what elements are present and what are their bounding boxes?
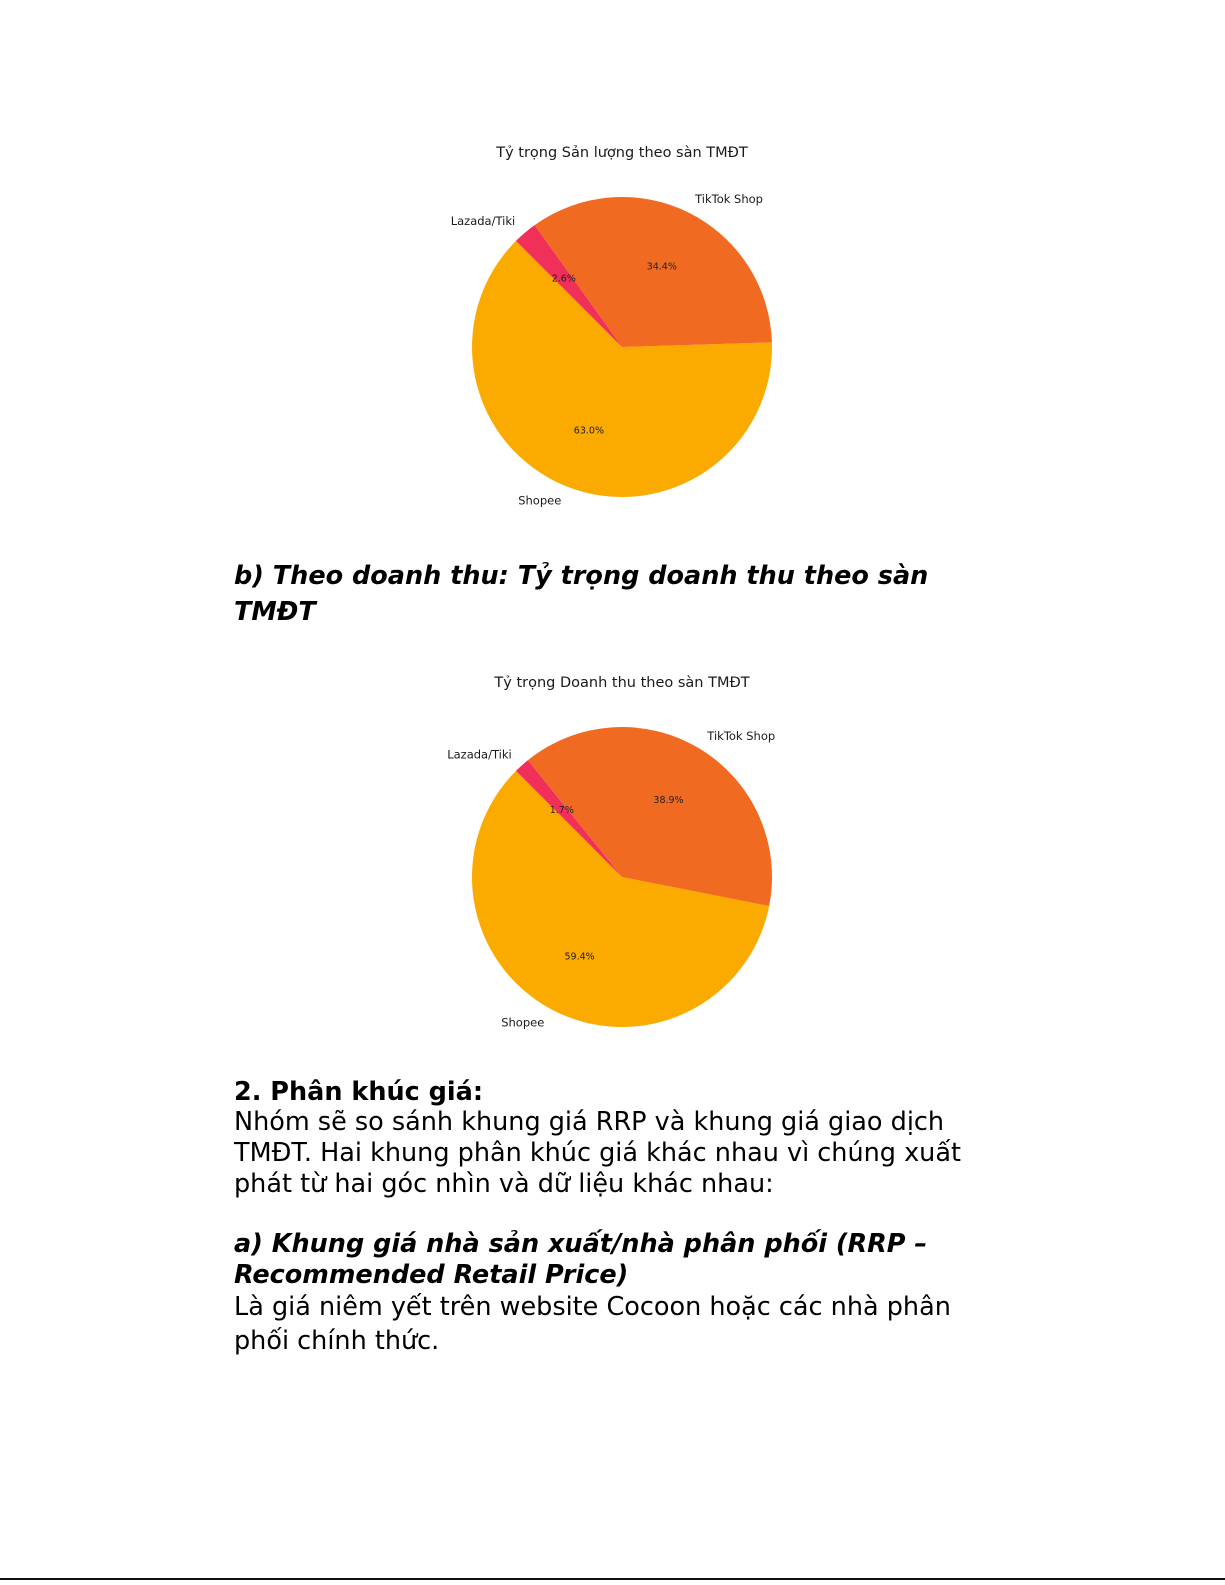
pie-label-tiktok-shop: TikTok Shop [707, 728, 776, 743]
pie-chart-title: Tỷ trọng Sản lượng theo sàn TMĐT [496, 145, 748, 161]
pie-chart-revenue [0, 660, 1225, 1055]
section-price-segment-title: 2. Phân khúc giá: [234, 1077, 484, 1107]
pie-value-label-tiktok-shop: 34.4% [646, 261, 677, 273]
heading-revenue-share: b) Theo doanh thu: Tỷ trọng doanh thu theo sàn TMĐT [234, 561, 929, 627]
pie-value-label-shopee: 63.0% [573, 425, 604, 437]
pie-label-shopee: Shopee [501, 1015, 545, 1030]
pie-label-lazada-tiki: Lazada/Tiki [447, 747, 512, 762]
subheading-rrp: a) Khung giá nhà sản xuất/nhà phân phối (RRP – Recommended Retail Price) [234, 1229, 928, 1290]
section-price-segment-paragraph: Nhóm sẽ so sánh khung giá RRP và khung giá giao dịch TMĐT. Hai khung phân khúc giá khác nhau vì chúng xuất phát từ hai góc nhìn và dữ liệu khác nhau: [234, 1107, 961, 1199]
pie-label-lazada-tiki: Lazada/Tiki [450, 214, 516, 229]
pie-chart-volume-svg [0, 130, 1225, 525]
pie-chart-title: Tỷ trọng Doanh thu theo sàn TMĐT [494, 675, 750, 691]
pie-value-label-tiktok-shop: 38.9% [653, 795, 684, 806]
pie-value-label-lazada-tiki: 2.6% [551, 273, 576, 285]
pie-value-label-shopee: 59.4% [564, 951, 595, 963]
pie-chart-volume [0, 130, 1225, 525]
pie-chart-revenue-svg [0, 660, 1225, 1055]
pie-label-shopee: Shopee [518, 493, 562, 508]
pie-label-tiktok-shop: TikTok Shop [695, 192, 763, 207]
pie-value-label-lazada-tiki: 1.7% [549, 805, 574, 817]
page-bottom-rule [0, 1578, 1225, 1580]
subheading-rrp-paragraph: Là giá niêm yết trên website Cocoon hoặc các nhà phân phối chính thức. [234, 1292, 951, 1356]
